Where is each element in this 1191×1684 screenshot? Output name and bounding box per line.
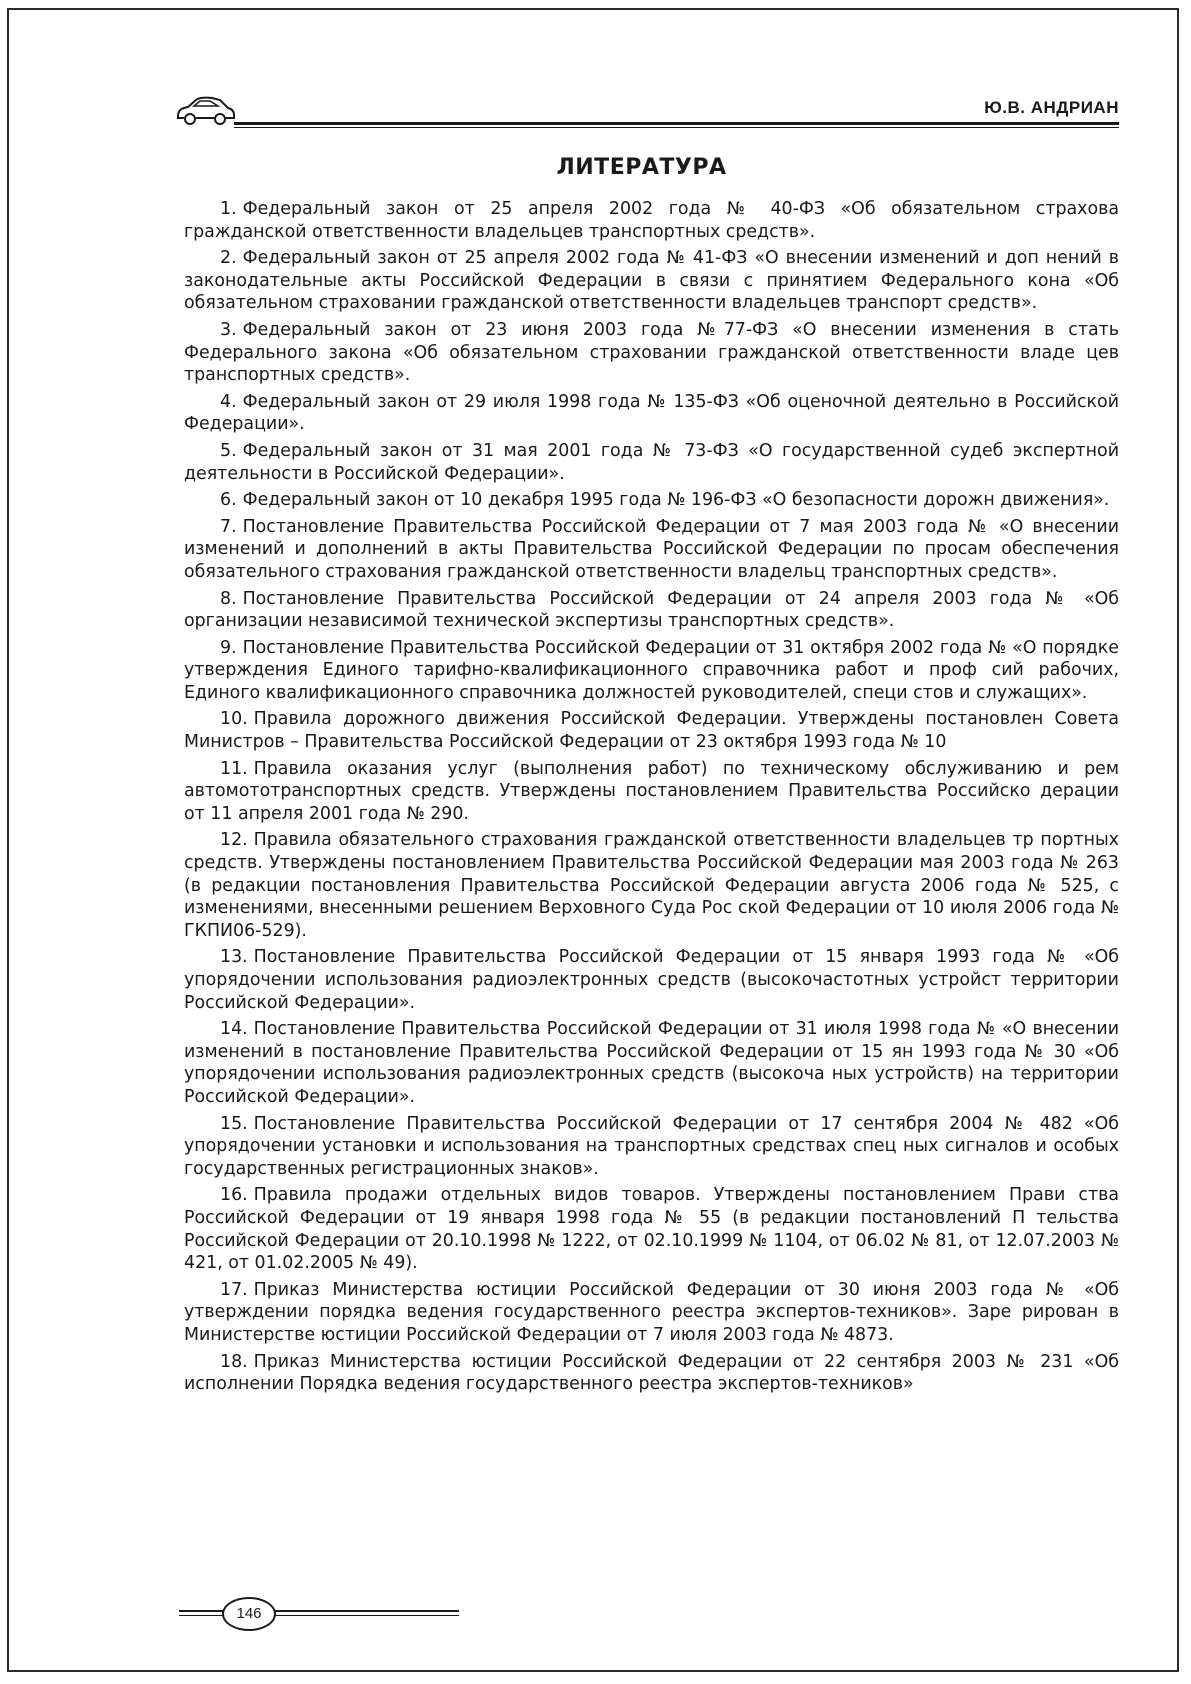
reference-text: Постановление Правительства Российской Федерации от 31 июля 1998 года № «О внесении изменений в постановление Правительства Российской Федерации от 15 ян 1993 года № 30 «Об упорядочении использования радиоэлектронных средств (высокоча ных устройств) на территории Российской Федерации».: [184, 1019, 1119, 1107]
page-number: 146: [222, 1597, 276, 1631]
reference-text: Правила продажи отдельных видов товаров. Утверждены постановлением Прави ства Российской Федерации от 19 января 1998 года № 55 (в редакции постановлений П тельства Российской Федерации от 20.10.1998 № 1222, от 02.10.1999 № 1104, от 06.02 № 81, от 12.07.2003 № 421, от 01.02.2005 № 49).: [184, 1185, 1119, 1274]
footer-rule-thin: [179, 1615, 459, 1616]
reference-text: Правила оказания услуг (выполнения работ) по техническому обслуживанию и рем автомототранспортных средств. Утверждены постановлением Правительства Российско дерации от 11 апреля 2001 года № 290.: [184, 758, 1119, 824]
reference-number: 7.: [220, 516, 237, 537]
reference-number: 6.: [220, 490, 237, 511]
car-outline-icon: [174, 92, 238, 128]
reference-number: 2.: [220, 248, 237, 269]
reference-text: Федеральный закон от 29 июля 1998 года № 135-ФЗ «Об оценочной деятельно в Российской Федерации».: [184, 391, 1119, 435]
reference-item: [184, 1184, 1119, 1274]
footer-rule: [179, 1610, 459, 1612]
reference-number: 18.: [220, 1351, 248, 1372]
reference-item: [184, 319, 1119, 387]
reference-item: [184, 1113, 1119, 1181]
reference-text: Приказ Министерства юстиции Российской Федерации от 22 сентября 2003 № 231 «Об исполнении Порядка ведения государственного реестра экспертов-техников»: [184, 1351, 1119, 1395]
reference-text: Постановление Правительства Российской Федерации от 17 сентября 2004 № 482 «Об упорядочении установки и использования на транспортных средствах спец ных сигналов и особых государственных регистрационных знаков».: [184, 1113, 1119, 1179]
reference-item: [184, 708, 1119, 753]
reference-number: 9.: [220, 637, 237, 658]
reference-text: Федеральный закон от 25 апреля 2002 года № 41-ФЗ «О внесении изменений и доп нений в законодательные акты Российской Федерации в связи с принятием Федерального кона «Об обязательном страховании гражданской ответственности владельцев транспорт средств».: [184, 248, 1119, 314]
reference-number: 8.: [220, 588, 237, 609]
page-frame: [7, 8, 1179, 1672]
reference-number: 13.: [220, 947, 248, 968]
reference-number: 10.: [220, 709, 248, 730]
reference-item: [184, 1279, 1119, 1347]
reference-text: Правила обязательного страхования гражданской ответственности владельцев тр портных средств. Утверждены постановлением Правительства Российской Федерации мая 2003 года № 263 (в редакции постановления Правительства Российской Федерации августа 2006 года № 525, с изменениями, внесенными решением Верховного Суда Рос ской Федерации от 10 июля 2006 года № ГКПИ06-529).: [184, 830, 1119, 941]
reference-item: [184, 198, 1119, 243]
reference-item: [184, 1018, 1119, 1108]
reference-text: Федеральный закон от 23 июня 2003 года №77-ФЗ «О внесении изменения в стать Федерального закона «Об обязательном страховании гражданской ответственности владе цев транспортных средств».: [184, 319, 1119, 386]
book-page: [164, 80, 1119, 1640]
reference-item: [184, 247, 1119, 315]
reference-number: 4.: [220, 391, 237, 412]
reference-item: [184, 391, 1119, 436]
reference-item: [184, 489, 1119, 512]
section-title: ЛИТЕРАТУРА: [556, 155, 727, 180]
reference-text: Постановление Правительства Российской Федерации от 15 января 1993 года № «Об упорядочении использования радиоэлектронных средств (высокочастотных устройст территории Российской Федерации».: [184, 947, 1119, 1013]
reference-item: [184, 946, 1119, 1014]
reference-number: 17.: [220, 1279, 248, 1300]
reference-item: [184, 588, 1119, 633]
page-footer: [164, 1585, 464, 1635]
reference-number: 15.: [220, 1113, 248, 1134]
reference-text: Постановление Правительства Российской Федерации от 7 мая 2003 года № «О внесении изменений и дополнений в акты Правительства Российской Федерации по просам обеспечения обязательного страхования гражданской ответственности владельц транспортных средств».: [184, 516, 1119, 582]
reference-item: [184, 440, 1119, 485]
reference-text: Правила дорожного движения Российской Федерации. Утверждены постановлен Совета Министров – Правительства Российской Федерации от 23 октября 1993 года № 10: [184, 709, 1119, 753]
reference-text: Федеральный закон от 25 апреля 2002 года № 40-ФЗ «Об обязательном страхова гражданской ответственности владельцев транспортных средств».: [184, 199, 1119, 242]
reference-item: [184, 758, 1119, 826]
header-rule: [234, 122, 1119, 125]
reference-text: Приказ Министерства юстиции Российской Федерации от 30 июня 2003 года № «Об утверждении порядка ведения государственного реестра экспертов-техников». Заре рирован в Министерстве юстиции Российской Федерации от 7 июля 2003 года № 4873.: [184, 1279, 1119, 1345]
reference-number: 12.: [220, 830, 248, 851]
reference-list: [184, 198, 1119, 1400]
reference-text: Постановление Правительства Российской Федерации от 31 октября 2002 года № «О порядке утверждения Единого тарифно-квалификационного справочника работ и проф сий рабочих, Единого квалификационного справочника должностей руководителей, специ стов и служащих».: [184, 637, 1119, 703]
reference-number: 5.: [220, 440, 237, 461]
header-rule-thin: [234, 127, 1119, 128]
reference-item: [184, 516, 1119, 584]
reference-text: Федеральный закон от 31 мая 2001 года № 73-ФЗ «О государственной судеб экспертной деятельности в Российской Федерации».: [184, 440, 1119, 484]
reference-number: 3.: [220, 319, 237, 340]
reference-number: 16.: [220, 1185, 248, 1206]
reference-number: 11.: [220, 758, 248, 779]
reference-number: 1.: [220, 199, 237, 219]
reference-number: 14.: [220, 1019, 248, 1040]
running-header-author: Ю.В. АНДРИАН: [984, 98, 1119, 117]
reference-item: [184, 829, 1119, 942]
reference-item: [184, 1351, 1119, 1396]
reference-text: Постановление Правительства Российской Федерации от 24 апреля 2003 года № «Об организации независимой технической экспертизы транспортных средств».: [184, 588, 1119, 632]
reference-text: Федеральный закон от 10 декабря 1995 года № 196-ФЗ «О безопасности дорожн движения».: [242, 490, 1110, 511]
reference-item: [184, 637, 1119, 705]
